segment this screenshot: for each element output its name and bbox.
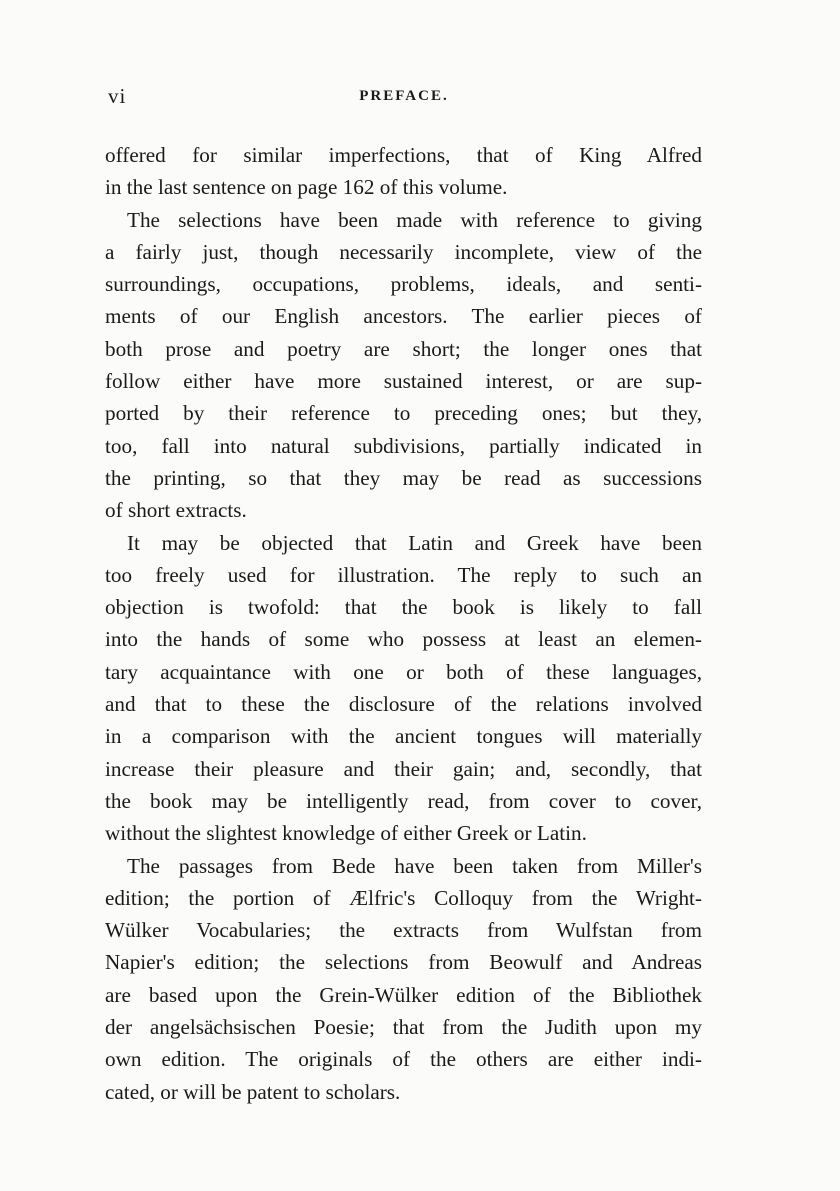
text-line: a fairly just, though necessarily incomplete, view of the [105, 239, 702, 264]
page-header [108, 84, 700, 114]
text-line: in the last sentence on page 162 of this volume. [105, 175, 508, 200]
text-line: into the hands of some who possess at least an elemen- [105, 627, 702, 652]
body-text [105, 139, 702, 1108]
text-line: cated, or will be patent to scholars. [105, 1079, 401, 1104]
text-line: surroundings, occupations, problems, ideals, and senti- [105, 272, 702, 297]
paragraph [105, 204, 702, 527]
text-line: without the slightest knowledge of either Greek or Latin. [105, 821, 587, 846]
text-line: both prose and poetry are short; the longer ones that [105, 336, 702, 361]
text-line: too freely used for illustration. The reply to such an [105, 562, 702, 587]
text-line: and that to these the disclosure of the relations involved [105, 692, 702, 717]
paragraph [105, 139, 702, 204]
text-line: are based upon the Grein-Wülker edition of the Bibliothek [105, 982, 702, 1007]
text-line: It may be objected that Latin and Greek have been [127, 530, 702, 555]
text-line: objection is twofold: that the book is likely to fall [105, 595, 702, 620]
text-line: ments of our English ancestors. The earlier pieces of [105, 304, 702, 329]
running-head: PREFACE. [359, 88, 449, 104]
text-line: The passages from Bede have been taken from Miller's [127, 853, 702, 878]
text-line: Wülker Vocabularies; the extracts from Wulfstan from [105, 918, 702, 943]
text-line: of short extracts. [105, 498, 247, 523]
text-line: der angelsächsischen Poesie; that from the Judith upon my [105, 1015, 702, 1040]
paragraph [105, 527, 702, 850]
text-line: increase their pleasure and their gain; and, secondly, that [105, 756, 702, 781]
text-line: follow either have more sustained interest, or are sup- [105, 369, 702, 394]
text-line: edition; the portion of Ælfric's Colloquy from the Wright- [105, 885, 702, 910]
text-line: too, fall into natural subdivisions, partially indicated in [105, 433, 702, 458]
paragraph [105, 850, 702, 1108]
text-line: ported by their reference to preceding ones; but they, [105, 401, 702, 426]
text-line: Napier's edition; the selections from Beowulf and Andreas [105, 950, 702, 975]
text-line: in a comparison with the ancient tongues will materially [105, 724, 702, 749]
text-line: own edition. The originals of the others are either indi- [105, 1047, 702, 1072]
text-line: The selections have been made with reference to giving [127, 207, 702, 232]
text-line: the book may be intelligently read, from cover to cover, [105, 788, 702, 813]
text-line: the printing, so that they may be read as successions [105, 465, 702, 490]
text-line: offered for similar imperfections, that of King Alfred [105, 143, 702, 167]
text-line: tary acquaintance with one or both of these languages, [105, 659, 702, 684]
page-number: vi [108, 84, 127, 108]
